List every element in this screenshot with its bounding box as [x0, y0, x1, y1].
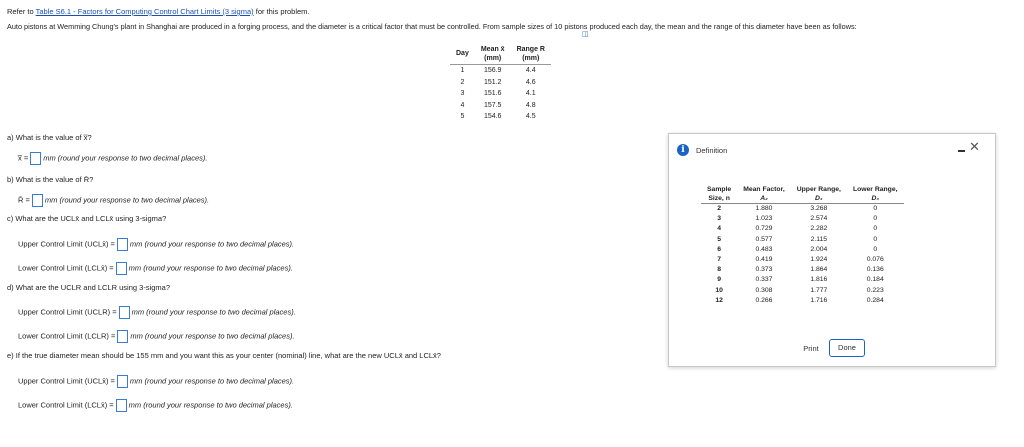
- refer-line: [7, 7, 310, 16]
- control-chart-factors-table: [701, 186, 904, 306]
- cell-range: 4.6: [525, 78, 536, 86]
- ucl-xbar-input[interactable]: [117, 238, 128, 251]
- answer-e-ucl-row: Upper Control Limit (UCLx̄) = mm (round your response to two decimal places).: [18, 375, 294, 388]
- cell-range: 4.1: [525, 90, 536, 97]
- answer-b-row: R̄ = mm (round your response to two decimal places).: [18, 194, 209, 207]
- cell-d3: 0.223: [866, 286, 884, 294]
- print-button[interactable]: Print: [793, 340, 829, 358]
- ucl-r-input[interactable]: [119, 306, 130, 319]
- cell-d3: 0.284: [866, 296, 884, 304]
- cell-a2: 0.729: [755, 225, 773, 233]
- table-row: [450, 111, 551, 123]
- cell-d3: 0.076: [866, 256, 884, 264]
- cell-mean: 151.6: [483, 90, 502, 97]
- table-row: [450, 65, 551, 77]
- table-row: [701, 245, 904, 255]
- cell-n: 2: [717, 205, 721, 212]
- cell-n: 7: [717, 256, 721, 264]
- cell-day: 5: [460, 113, 465, 120]
- expand-table-icon[interactable]: ◫: [582, 31, 589, 38]
- cell-mean: 151.2: [483, 78, 502, 86]
- cell-d3: 0: [873, 245, 878, 253]
- problem-intro: Auto pistons at Wemming Chung's plant in Shanghai are produced in a forging process, and the diameter is a critical factor that must be controlled. From sample sizes of 10 pistons produced each day, the mean and the range of this diameter have been as follows:: [7, 22, 857, 31]
- dialog-title: Definition: [696, 146, 728, 155]
- table-row: [701, 286, 904, 296]
- answer-d-ucl-row: Upper Control Limit (UCLR) = mm (round your response to two decimal places).: [18, 306, 296, 319]
- rbar-input[interactable]: [32, 194, 43, 207]
- table-row: [701, 275, 904, 285]
- cell-a2: 0.483: [755, 245, 773, 253]
- table-row: [701, 265, 904, 275]
- cell-day: 4: [460, 101, 465, 109]
- cell-range: 4.8: [525, 101, 536, 109]
- cell-a2: 0.419: [755, 256, 773, 264]
- cell-a2: 1.880: [755, 205, 773, 212]
- daily-data-table: [450, 44, 551, 123]
- cell-day: 2: [460, 78, 465, 86]
- cell-d3: 0: [873, 225, 878, 233]
- cell-n: 5: [717, 235, 721, 243]
- question-b: b) What is the value of R̄?: [7, 175, 94, 184]
- cell-d4: 1.924: [810, 256, 828, 264]
- cell-mean: 157.5: [483, 101, 502, 109]
- cell-d4: 2.004: [810, 245, 828, 253]
- col-mean: Mean x̄ (mm): [475, 44, 511, 65]
- answer-c-lcl-row: Lower Control Limit (LCLx̄) = mm (round your response to two decimal places).: [18, 262, 293, 275]
- cell-a2: 0.577: [755, 235, 773, 243]
- cell-d4: 1.777: [810, 286, 828, 294]
- cell-mean: 154.6: [483, 113, 502, 120]
- cell-day: 3: [460, 90, 465, 97]
- table-row: [701, 224, 904, 234]
- question-d: d) What are the UCLR and LCLR using 3-sigma?: [7, 283, 170, 292]
- col-day: Day: [450, 44, 475, 65]
- cell-d4: 3.268: [810, 205, 828, 212]
- dialog-header: [669, 134, 995, 160]
- info-icon: i: [677, 144, 689, 156]
- cell-d4: 2.115: [810, 235, 828, 243]
- cell-d4: 1.716: [810, 296, 828, 304]
- answer-a-hint: mm (round your response to two decimal places).: [43, 153, 208, 163]
- question-a: a) What is the value of x̿?: [7, 133, 92, 142]
- minimize-icon[interactable]: [958, 150, 965, 152]
- cell-a2: 0.308: [755, 286, 773, 294]
- table-row: [701, 255, 904, 265]
- table-row: [701, 235, 904, 245]
- refer-suffix: for this problem.: [255, 7, 310, 16]
- cell-n: 3: [717, 215, 721, 223]
- cell-mean: 156.9: [483, 67, 502, 74]
- table-row: [450, 100, 551, 112]
- lcl-xbar-input[interactable]: [116, 262, 127, 275]
- cell-a2: 0.266: [755, 296, 773, 304]
- cell-n: 6: [717, 245, 721, 253]
- cell-n: 9: [717, 276, 721, 284]
- question-e: e) If the true diameter mean should be 155 mm and you want this as your center (nominal) line, what are the new UCLx̄ and LCLx̄?: [7, 351, 441, 360]
- answer-c-ucl-row: Upper Control Limit (UCLx̄) = mm (round your response to two decimal places).: [18, 238, 294, 251]
- cell-n: 4: [717, 225, 721, 233]
- cell-n: 12: [715, 296, 723, 304]
- cell-d3: 0: [873, 205, 878, 212]
- col-range: Range R (mm): [511, 44, 551, 65]
- col-upper-range: Upper Range, D₄: [791, 186, 847, 204]
- cell-n: 10: [715, 286, 723, 294]
- cell-d4: 1.816: [810, 276, 828, 284]
- answer-b-hint: mm (round your response to two decimal places).: [44, 195, 210, 205]
- cell-range: 4.5: [525, 113, 536, 120]
- new-ucl-xbar-input[interactable]: [117, 375, 128, 388]
- table-row: [701, 214, 904, 224]
- cell-d4: 2.574: [810, 215, 828, 223]
- cell-d4: 1.864: [810, 266, 828, 274]
- new-lcl-xbar-input[interactable]: [116, 399, 127, 412]
- table-row: [701, 296, 904, 306]
- col-sample-size: Sample Size, n: [701, 186, 737, 204]
- cell-a2: 0.373: [755, 266, 773, 274]
- done-button[interactable]: Done: [829, 339, 865, 357]
- table-row: [450, 88, 551, 100]
- cell-d4: 2.282: [810, 225, 828, 233]
- table-row: [450, 77, 551, 89]
- cell-day: 1: [460, 67, 465, 74]
- lcl-r-input[interactable]: [117, 330, 128, 343]
- answer-a-row: x̿ = mm (round your response to two decimal places).: [18, 152, 207, 165]
- cell-a2: 0.337: [755, 276, 773, 284]
- close-icon[interactable]: ✕: [969, 139, 980, 154]
- col-lower-range: Lower Range, D₃: [847, 186, 904, 204]
- question-c: c) What are the UCLx̄ and LCLx̄ using 3-sigma?: [7, 214, 167, 223]
- cell-d3: 0.184: [866, 276, 884, 284]
- cell-a2: 1.023: [755, 215, 773, 223]
- cell-n: 8: [717, 266, 721, 274]
- xbarbar-input[interactable]: [30, 152, 41, 165]
- refer-prefix: Refer to: [7, 7, 34, 16]
- table-s6-1-link[interactable]: Table S6.1 - Factors for Computing Control Chart Limits (3 sigma): [35, 7, 254, 16]
- answer-d-lcl-row: Lower Control Limit (LCLR) = mm (round your response to two decimal places).: [18, 330, 295, 343]
- cell-range: 4.4: [525, 67, 536, 74]
- definition-dialog: [668, 133, 996, 367]
- cell-d3: 0: [873, 235, 878, 243]
- cell-d3: 0.136: [866, 266, 884, 274]
- col-mean-factor: Mean Factor, A₂: [737, 186, 791, 204]
- cell-d3: 0: [873, 215, 878, 223]
- table-row: [701, 204, 904, 215]
- answer-e-lcl-row: Lower Control Limit (LCLx̄) = mm (round your response to two decimal places).: [18, 399, 293, 412]
